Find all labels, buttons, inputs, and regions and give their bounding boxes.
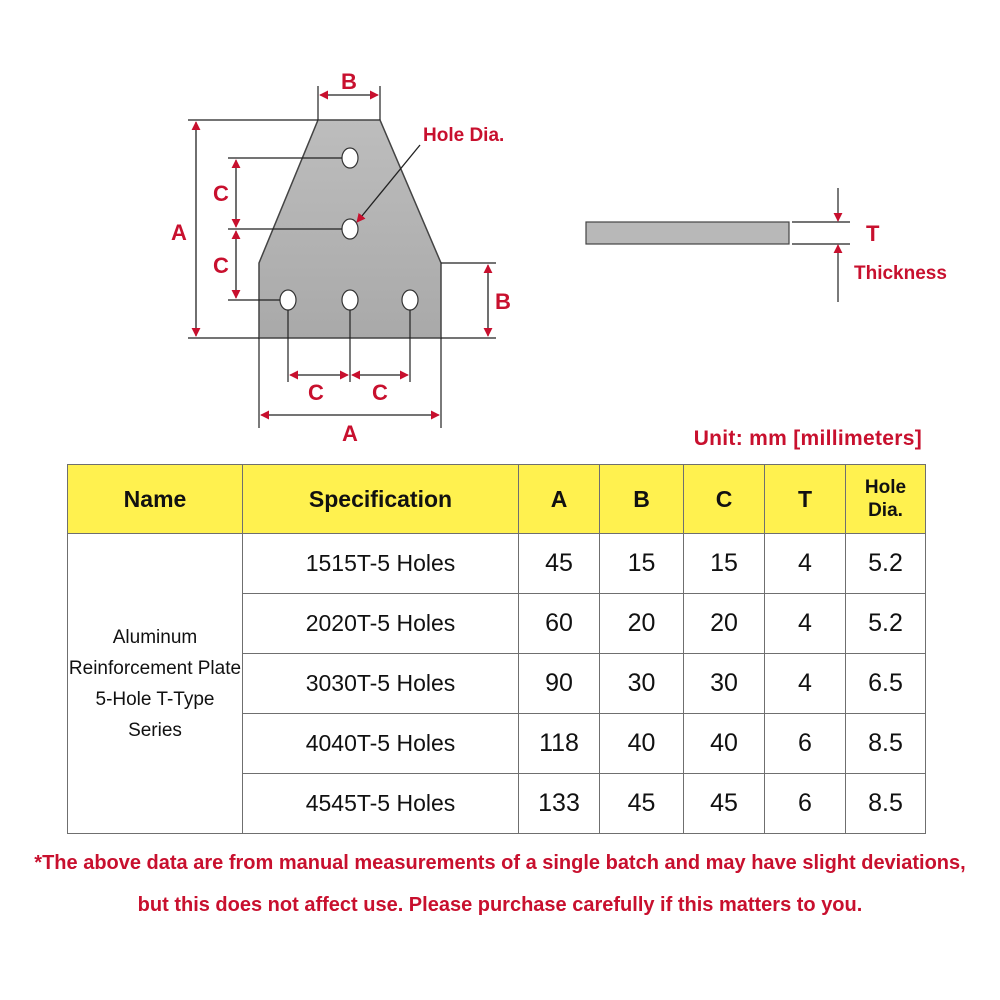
hole-middle bbox=[342, 219, 358, 239]
cell-b: 45 bbox=[600, 774, 684, 834]
hole-bottom-left bbox=[280, 290, 296, 310]
thickness-dimension bbox=[792, 188, 850, 302]
cell-spec: 3030T-5 Holes bbox=[243, 654, 519, 714]
table-header-row bbox=[68, 465, 926, 534]
cell-hole-dia: 5.2 bbox=[846, 594, 926, 654]
hole-bottom-center bbox=[342, 290, 358, 310]
footnote-line-1: *The above data are from manual measurements of a single batch and may have slight deviations, bbox=[34, 852, 966, 874]
plate-side-view bbox=[586, 222, 789, 244]
cell-a: 118 bbox=[519, 714, 600, 774]
cell-spec: 4545T-5 Holes bbox=[243, 774, 519, 834]
header-b: B bbox=[600, 465, 684, 534]
hole-bottom-right bbox=[402, 290, 418, 310]
name-line-1: Aluminum bbox=[112, 626, 198, 648]
cell-c: 15 bbox=[684, 534, 765, 594]
cell-hole-dia: 8.5 bbox=[846, 714, 926, 774]
header-hole-line2: Dia. bbox=[868, 500, 903, 521]
cell-c: 45 bbox=[684, 774, 765, 834]
unit-note: Unit: mm [millimeters] bbox=[693, 427, 922, 450]
cell-b: 20 bbox=[600, 594, 684, 654]
cell-t: 4 bbox=[765, 534, 846, 594]
cell-a: 133 bbox=[519, 774, 600, 834]
label-thickness: Thickness bbox=[854, 263, 947, 284]
label-c-lower: C bbox=[213, 253, 229, 278]
label-b-top: B bbox=[341, 69, 357, 94]
cell-spec: 4040T-5 Holes bbox=[243, 714, 519, 774]
label-c-upper: C bbox=[213, 181, 229, 206]
cell-hole-dia: 5.2 bbox=[846, 534, 926, 594]
footnote-line-2: but this does not affect use. Please purchase carefully if this matters to you. bbox=[137, 894, 863, 916]
cell-b: 40 bbox=[600, 714, 684, 774]
cell-t: 6 bbox=[765, 714, 846, 774]
label-a-vertical: A bbox=[171, 220, 187, 245]
cell-t: 6 bbox=[765, 774, 846, 834]
header-name: Name bbox=[68, 465, 243, 534]
cell-b: 30 bbox=[600, 654, 684, 714]
table-row bbox=[68, 534, 926, 594]
name-line-3: 5-Hole T-Type Series bbox=[95, 688, 215, 741]
header-c: C bbox=[684, 465, 765, 534]
cell-hole-dia: 6.5 bbox=[846, 654, 926, 714]
spec-table bbox=[67, 464, 926, 834]
cell-t: 4 bbox=[765, 594, 846, 654]
label-a-horizontal: A bbox=[342, 421, 358, 446]
cell-a: 60 bbox=[519, 594, 600, 654]
label-t: T bbox=[866, 221, 880, 246]
cell-a: 45 bbox=[519, 534, 600, 594]
dimension-diagram bbox=[0, 0, 1000, 460]
hole-top bbox=[342, 148, 358, 168]
cell-hole-dia: 8.5 bbox=[846, 774, 926, 834]
label-hole-dia: Hole Dia. bbox=[423, 125, 505, 146]
name-line-2: Reinforcement Plate bbox=[68, 657, 242, 679]
header-specification: Specification bbox=[243, 465, 519, 534]
label-c-right: C bbox=[372, 380, 388, 405]
label-b-right: B bbox=[495, 289, 511, 314]
cell-a: 90 bbox=[519, 654, 600, 714]
cell-t: 4 bbox=[765, 654, 846, 714]
cell-c: 20 bbox=[684, 594, 765, 654]
cell-c: 30 bbox=[684, 654, 765, 714]
label-c-left: C bbox=[308, 380, 324, 405]
footnote bbox=[0, 842, 1000, 926]
header-hole-line1: Hole bbox=[864, 477, 907, 498]
cell-spec: 2020T-5 Holes bbox=[243, 594, 519, 654]
cell-c: 40 bbox=[684, 714, 765, 774]
header-hole-dia bbox=[846, 465, 926, 534]
cell-b: 15 bbox=[600, 534, 684, 594]
header-a: A bbox=[519, 465, 600, 534]
product-name-cell bbox=[68, 534, 243, 834]
cell-spec: 1515T-5 Holes bbox=[243, 534, 519, 594]
header-t: T bbox=[765, 465, 846, 534]
